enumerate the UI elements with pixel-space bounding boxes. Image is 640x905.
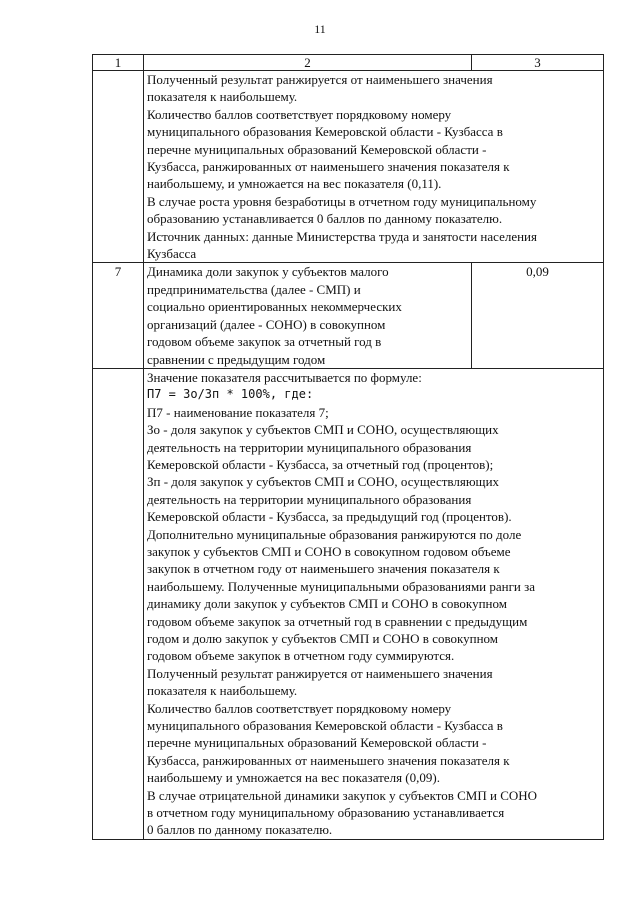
table-row	[93, 263, 604, 368]
text-line: социально ориентированных некоммерческих	[147, 299, 402, 315]
indicator-name-cell	[144, 263, 472, 368]
text-line: Кузбасса, ранжированных от наименьшего значения показателя к	[147, 159, 510, 175]
text-line: показателя к наибольшему.	[147, 89, 298, 105]
text-line: в отчетном году муниципальному образованию устанавливается	[147, 805, 505, 821]
text-line: Кемеровской области - Кузбасса, за отчетный год (процентов);	[147, 456, 494, 472]
text-line: сравнении с предыдущим годом	[147, 351, 326, 367]
text-line: муниципального образования Кемеровской области - Кузбасса в	[147, 718, 503, 734]
table-header-row	[93, 55, 604, 71]
text-line: Кузбасса	[147, 246, 197, 262]
weight-cell: 0,09	[472, 263, 604, 368]
text-line: перечне муниципальных образований Кемеровской области -	[147, 735, 487, 751]
text-line: годом и долю закупок у субъектов СМП и СОНО в совокупном	[147, 631, 499, 646]
text-line: наибольшему, и умножается на вес показателя (0,11).	[147, 176, 442, 192]
text-line: Источник данных: данные Министерства труда и занятости населения	[147, 228, 537, 244]
text-line: деятельность на территории муниципального образования	[147, 439, 472, 455]
text-line: В случае отрицательной динамики закупок у субъектов СМП и СОНО	[147, 787, 538, 803]
page-number: 11	[314, 22, 326, 36]
text-line: закупок в отчетном году от наименьшего значения показателя к	[147, 561, 500, 577]
table-row	[93, 368, 604, 839]
row-number-cell: 7	[93, 263, 144, 368]
text-line: наибольшему и умножается на вес показателя (0,09).	[147, 770, 440, 786]
text-line: Значение показателя рассчитывается по формуле:	[147, 369, 422, 385]
text-line: Полученный результат ранжируется от наименьшего значения	[147, 72, 493, 87]
text-line: перечне муниципальных образований Кемеровской области -	[147, 141, 487, 157]
description-cell	[144, 71, 604, 263]
text-line: Полученный результат ранжируется от наименьшего значения	[147, 665, 493, 681]
text-line: наибольшему. Полученные муниципальными образованиями ранги за	[147, 578, 536, 594]
text-line: деятельность на территории муниципального образования	[147, 491, 472, 507]
text-line: Количество баллов соответствует порядковому номеру	[147, 106, 452, 122]
text-line: Зп - доля закупок у субъектов СМП и СОНО, осуществляющих	[147, 474, 500, 490]
text-line: В случае роста уровня безработицы в отчетном году муниципальному	[147, 193, 537, 209]
text-line: годовом объеме закупок за отчетный год в сравнении с предыдущим	[147, 613, 528, 629]
text-line: годовом объеме закупок в отчетном году суммируются.	[147, 648, 455, 664]
text-line: Кемеровской области - Кузбасса, за предыдущий год (процентов).	[147, 509, 512, 525]
text-line: 0 баллов по данному показателю.	[147, 822, 333, 838]
text-line: годовом объеме закупок за отчетный год в	[147, 334, 382, 350]
text-line: Кузбасса, ранжированных от наименьшего значения показателя к	[147, 752, 510, 768]
text-line: Количество баллов соответствует порядковому номеру	[147, 700, 452, 716]
table-row	[93, 71, 604, 263]
header-col-3: 3	[472, 55, 604, 71]
text-line: Динамика доли закупок у субъектов малого	[147, 264, 389, 280]
text-line: муниципального образования Кемеровской области - Кузбасса в	[147, 124, 503, 140]
header-col-1: 1	[93, 55, 144, 71]
text-line: предпринимательства (далее - СМП) и	[147, 281, 361, 297]
criteria-table	[92, 54, 604, 840]
text-line: показателя к наибольшему.	[147, 683, 298, 699]
text-line: Дополнительно муниципальные образования ранжируются по доле	[147, 526, 522, 542]
text-line: П7 - наименование показателя 7;	[147, 404, 329, 420]
text-line: закупок у субъектов СМП и СОНО в совокупном годовом объеме	[147, 543, 511, 559]
text-line: динамику доли закупок у субъектов СМП и СОНО в совокупном	[147, 596, 507, 612]
row-number-cell	[93, 368, 144, 839]
description-cell	[144, 368, 604, 839]
row-number-cell	[93, 71, 144, 263]
text-line: образованию устанавливается 0 баллов по данному показателю.	[147, 211, 503, 227]
text-line: организаций (далее - СОНО) в совокупном	[147, 316, 386, 332]
formula-line: П7 = Зо/Зп * 100%, где:	[147, 387, 314, 402]
text-line: Зо - доля закупок у субъектов СМП и СОНО, осуществляющих	[147, 422, 499, 438]
header-col-2: 2	[144, 55, 472, 71]
